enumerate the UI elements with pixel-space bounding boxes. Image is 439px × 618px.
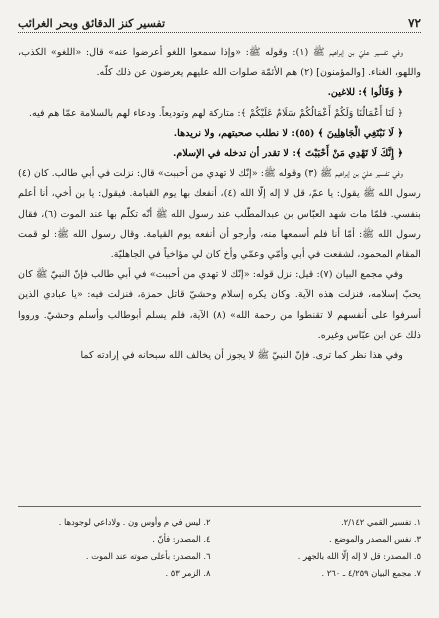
footnotes-section [18, 506, 421, 582]
paragraph-4: وفي هذا نظر كما ترى. فإنّ النبيّ ﷺ لا يجوز أن يخالف الله سبحانه في إرادته كما [80, 350, 403, 362]
footnote-3: ٣. نفس المصدر والموضع . [329, 534, 421, 544]
footnote-7: ٧. مجمع البيان ٤/٢٥٩ ـ ٢٦٠ . [321, 568, 421, 578]
page-header [18, 10, 421, 33]
paragraph-3: وفي مجمع البيان (٧): قيل: نزل قوله: «إنّك لا تهدي من أحببت» في أبي طالب فإنّ النبيّ ﷺ كان يحبّ إسلامه، فنزلت هذه الآية. وكان يكره إسلام وحشيّ قاتل حمزة، فنزلت فيه: «يا عبادي الذين أسرفوا على أنفسهم لا تقنطوا من رحمة الله» (٨) الآية، فلم يسلم أبوطالب وأسلم وحشيّ. ورووا ذلك عن ابن عبّاس وغيره. [18, 269, 422, 341]
footnote-4: ٤. المصدر: فأنّ . [152, 534, 211, 544]
footnote-6: ٦. المصدر: بأعلى صوته عند الموت . [85, 551, 211, 561]
quran-verse-2: ﴿ لَنَا أَعْمَالُنَا وَلَكُمْ أَعْمَالُكُمْ سَلَامٌ عَلَيْكُمْ ﴾: متاركة لهم وتوديعاً. ودعاء لهم بالسلامة عمّا هم فيه. [28, 107, 403, 119]
footnote-2: ٢. ليس في م وأوس ون . ولاداعي لوجودها . [58, 517, 211, 527]
footnote-5: ٥. المصدر: قل لا إله إلّا الله بالجهر . [297, 551, 421, 561]
page-number: ٧٢ [408, 16, 421, 30]
book-title: تفسير كنز الدقائق وبحر الغرائب [18, 17, 166, 30]
quran-verse-1: ﴿ وَقَالُوا ﴾: للاغين. [327, 87, 403, 99]
paragraph-2: وفي تفسير عليّ بن إبراهيم ﷺ (٣) وقوله ﷺ: «إنّك لا تهدي من أحببت» قال: نزلت في أبي طالب. كان (٤) رسول الله ﷺ يقول: يا عمّ، قل لا إله إلّا الله (٤)، أنفعك بها يوم القيامة. فيقول: يا بن أخي، أنا أعلم بنفسي. فلمّا مات شهد العبّاس بن عبدالمطّلب عند رسول الله ﷺ أنّه تكلّم بها عند الموت (٦)، فقال رسول الله ﷺ: أمّا أنا فلم أسمعها منه، وأرجو أن أنفعه يوم القيامة. وقال رسول الله ﷺ: لو قمت المقام المحمود، لشفعت في أبي وأمّي وعمّي وأخ كان لي مؤاخياً في الجاهليّة. [18, 168, 421, 261]
footnote-8: ٨. الزمر ٥٣ . [165, 568, 211, 578]
footnote-1: ١. تفسير القمي ٢/١٤٢. [340, 517, 421, 527]
footnotes-list [18, 514, 421, 582]
quran-verse-4: ﴿ إِنَّكَ لَا تَهْدِي مَنْ أَحْبَبْتَ ﴾: لا تقدر أن تدخله في الإسلام. [173, 148, 403, 160]
main-text [18, 43, 421, 366]
quran-verse-3: ﴿ لَا نَبْتَغِي الْجَاهِلِينَ ﴾ (٥٥): لا نطلب صحبتهم، ولا نريدها. [173, 127, 403, 139]
book-page [18, 10, 421, 608]
paragraph-1: وفي تفسير عليّ بن إبراهيم ﷺ (١): وقوله ﷺ: «وإذا سمعوا اللغو أعرضوا عنه» قال: «اللغو» الكذب، واللهو، الغناء. [والمؤمنون] (٢) هم الأئمّة صلوات الله عليهم يعرضون عن ذلك كلّه. [18, 47, 421, 79]
